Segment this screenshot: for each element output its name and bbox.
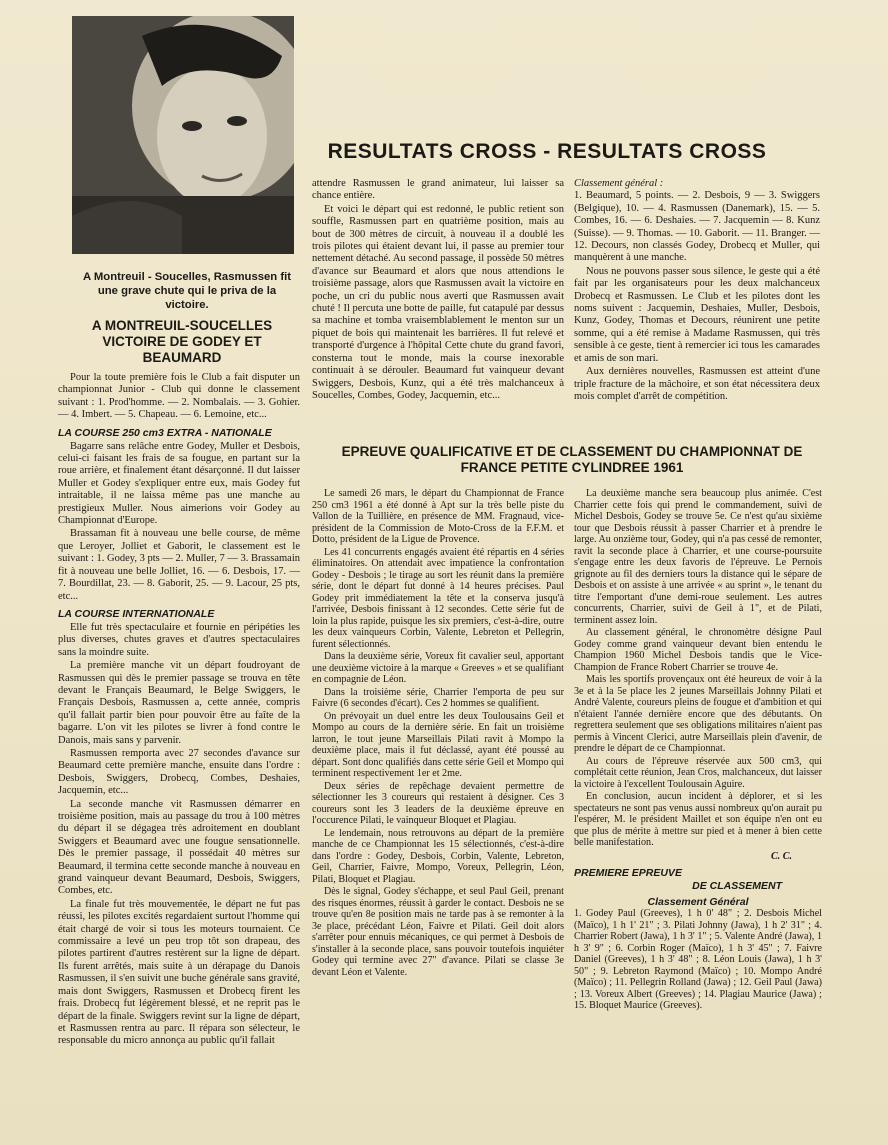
classement-general-label: Classement Général <box>647 895 749 908</box>
results-subheading-2: DE CLASSEMENT <box>692 880 782 892</box>
middle-paragraph: Les 41 concurrents engagés avaient été répartis en 4 séries éliminatoires. On attendait avec impatience la confrontation Godey - Desbois ; le tirage au sort les réunit dans la première série, dont le départ fut donné à 14 heures précises. Paul Godey prit immédiatement la tête et la conserva jusqu'à l'arrivée, Desbois finissant à 12 secondes. Cette série fut de loin la plus rapide, puisque les six premiers, c'est-à-dire, outre les deux vainqueurs Corbin, Valente, Lebreton et Pellegrin, furent sélectionnés. <box>312 546 564 650</box>
results-list: 1. Godey Paul (Greeves), 1 h 0' 48" ; 2. Desbois Michel (Maïco), 1 h 1' 21" ; 3. Pilati Johnny (Jawa), 1 h 2' 31" ; 4. Charrier Robert (Jawa), 1 h 3' 1" ; 5. Valente André (Jawa), 1 h 3' 9" ; 6. Corbin Roger (Maïco), 1 h 3' 45" ; 7. Faivre Daniel (Greeves), 1 h 3' 48" ; 8. Léon Louis (Jawa), 1 h 3' 50" ; 9. Lebreton Raymond (Maïco) ; 10. Mompo André (Maïco) ; 11. Pellegrin Rolland (Jawa) ; 12. Geil Paul (Jawa) ; 13. Voreux Albert (Greeves) ; 14. Plagiau Maurice (Jawa) ; 15. Bloquet Maurice (Greeves). <box>574 908 822 1011</box>
championnat-heading: EPREUVE QUALIFICATIVE ET DE CLASSEMENT DU CHAMPIONNAT DE FRANCE PETITE CYLINDREE 1961 <box>341 444 803 475</box>
author-signature: C. C. <box>770 850 792 862</box>
left-subheading-internationale: LA COURSE INTERNATIONALE <box>58 607 215 620</box>
right-paragraph: 1. Beaumard, 5 points. — 2. Desbois, 9 — 3. Swiggers (Belgique), 10. — 4. Rasmussen (Danemark), 15. — 5. Combes, 16. — 6. Deshaies. — 7. Jacquemin — 8. Kunz (Suisse). — 9. Thomas. — 10. Gaborit. — 11. Branger. — 12. Decours, non classés Godey, Drobecq et Muller, qui manquèrent à une manche. <box>574 190 820 264</box>
left-paragraph: Brassaman fit à nouveau une belle course, de même que Leroyer, Jolliet et Gaborit, le classement est le suivant : 1. Godey, 3 pts — 2. Muller, 7 — 3. Brassamain fit à nouveau une belle Jolliet, 16. — 6. Desbois, 17. — 7. Bourdillat, 23. — 8. Gaborit, 25. — 9. Lacour, 25 pts, etc... <box>58 528 300 602</box>
middle-paragraph: On prévoyait un duel entre les deux Toulousains Geil et Mompo au cours de la dernière série. En fait un troisième larron, le tout jeune Marseillais Pilati ravit à Mompo la deuxième place, mais il fut déclassé, ayant été poussé au départ. Sont donc qualifiés dans cette série Geil et Mompo qui terminent respectivement 1er et 2me. <box>312 710 564 779</box>
left-intro: Pour la toute première fois le Club a fait disputer un championnat Junior - Club qui donne le classement suivant : 1. Prod'homme. — 2. Nombalais. — 3. Gohier. — 4. Imbert. — 5. Chapeau. — 6. Lemoine, etc... <box>58 372 300 421</box>
photo-caption: A Montreuil - Soucelles, Rasmussen fit une grave chute qui le priva de la victoire. <box>83 271 291 311</box>
classement-label: Classement général : <box>574 178 664 189</box>
middle-paragraph: Dans la troisième série, Charrier l'emporta de peu sur Faivre (6 secondes d'écart). Ces 2 hommes se qualifient. <box>312 686 564 709</box>
middle-top-column <box>312 178 564 403</box>
left-article-heading: A MONTREUIL-SOUCELLES VICTOIRE DE GODEY ET BEAUMARD <box>91 318 273 365</box>
left-column <box>58 372 300 1049</box>
right-bottom-column <box>574 488 822 1013</box>
middle-paragraph: Et voici le départ qui est redonné, le public retient son souffle, Rasmussen part en quatrième position, mais au bout de 300 mètres de circuit, à nouveau il a doublé les trois pilotes qui étaient devant lui, il passe au premier tour nettement détaché. Au second passage, il possède 50 mètres d'avance sur Beaumard et alors que nous attendions le troisième passage, alors que Rasmussen avait la victoire en poche, un cri du public nous averti que Rasmussen avait chuté ! Il percuta une botte de paille, fut catapulé par dessus sa machine et tomba vraisemblablement le menton sur un piquet de bois qui maintenait les barrières. Il fut relevé et transporté d'urgence à l'hôpital Cette chute du grand favori, consterna tout le monde, mais la course inexorable continuait à se dérouler. Beaumard fut vainqueur devant Swiggers, Desbois, Kunz, qui a été très malchanceux à Soucelles, Combes, Godey, Jacquemin, etc... <box>312 203 564 401</box>
left-subheading-250: LA COURSE 250 cm3 EXTRA - NATIONALE <box>58 426 272 439</box>
middle-paragraph: attendre Rasmussen le grand animateur, lui laisser sa chance entière. <box>312 178 564 202</box>
left-paragraph: Bagarre sans relâche entre Godey, Muller et Desbois, celui-ci faisant les frais de sa fougue, en partant sur la roue arrière, et finalement étant désarçonné. Il dut laisser Muller et Godey s'expliquer entre eux, mais Godey fut intraitable, il ne laissa même pas une manche au prestigieux Muller. Nous aimerions voir Godey au Championnat d'Europe. <box>58 440 300 527</box>
left-paragraph: Rasmussen remporta avec 27 secondes d'avance sur Beaumard cette première manche, ensuite dans l'ordre : Desbois, Swiggers, Drobecq, Combes, Deshaies, Jacquemin, etc... <box>58 747 300 797</box>
right-paragraph: Au cours de l'épreuve réservée aux 500 cm3, qui complétait cette réunion, Jean Cros, malchanceux, dut laisser la victoire à l'excellent Toulousain Aguire. <box>574 755 822 790</box>
results-subheading: PREMIERE EPREUVE <box>574 867 682 879</box>
portrait-icon <box>72 16 294 254</box>
left-paragraph: La seconde manche vit Rasmussen démarrer en troisième position, mais au passage du trou à 100 mètres du départ il se dégagea très adroitement en doublant Swiggers et Beaumard avec une fougue sensationnelle. Dès le premier passage, il possédait 40 mètres sur Beaumard, il termina cette seconde manche à nouveau en grand vainqueur devant Beaumard, Desbois, Swiggers, Combes, etc. <box>58 798 300 897</box>
middle-paragraph: Le samedi 26 mars, le départ du Championnat de France 250 cm3 1961 a été donné à Apt sur la très belle piste du Vallon de la Tuillière, en présence de MM. Fragnaud, vice-président de la Commission de Moto-Cross de la F.F.M. et Dotto, président de la Ligue de Provence. <box>312 488 564 545</box>
right-paragraph: Aux dernières nouvelles, Rasmussen est atteint d'une triple fracture de la mâchoire, et son état nécessitera deux mois complet d'arrêt de compétition. <box>574 366 820 402</box>
middle-bottom-column <box>312 488 564 979</box>
right-paragraph: Mais les sportifs provençaux ont été heureux de voir à la 3e et à la 5e place les 2 jeunes Marseillais Johnny Pilati et André Valente, coureurs pleins de fougue et d'ambition et qui n'étaient l'année dernière encore que des débutants. On regrettera seulement que ses obligations militaires n'aient pas permis à Vincent Clerici, autre Marseillais plein d'avenir, de prendre le départ de ce Championnat. <box>574 674 822 754</box>
middle-paragraph: Deux séries de repêchage devaient permettre de sélectionner les 3 coureurs qui restaient à désigner. Ces 3 coureurs sont les 3 leaders de la deuxième épreuve en l'occurence Pilati, le vainqueur Bloquet et Plagiau. <box>312 780 564 826</box>
right-paragraph: Nous ne pouvons passer sous silence, le geste qui a été fait par les organisateurs pour les deux malchanceux Drobecq et Rasmussen. Le Club et les pilotes dont les noms suivent : Jacquemin, Deshaies, Muller, Desbois, Kunz, Godey, Thomas et Decours, réunirent une petite somme, qui a été remise à Madame Rasmussen, qui très sensible à ce geste, tient à remercier ici tous les camarades et amis de son mari. <box>574 265 820 364</box>
middle-paragraph: Dans la deuxième série, Voreux fit cavalier seul, apportant une deuxième victoire à la marque « Greeves » et se qualifiant en compagnie de Léon. <box>312 651 564 685</box>
right-paragraph: Au classement général, le chronomètre désigne Paul Godey comme grand vainqueur devant bien entendu le Champion 1960 Michel Desbois tandis que le Vice-Champion de France Robert Charrier se trouve 4e. <box>574 627 822 673</box>
right-paragraph: En conclusion, aucun incident à déplorer, et si les spectateurs ne sont pas venus aussi nombreux qu'on aurait pu l'espérer, M. le président Maillet et son équipe n'en ont eu que plus de mérite à mettre sur pied et à mener à bien cette belle manifestation. <box>574 791 822 848</box>
right-top-column <box>574 178 820 404</box>
rider-photo <box>72 16 294 254</box>
right-paragraph: La deuxième manche sera beaucoup plus animée. C'est Charrier cette fois qui prend le commandement, suivi de Michel Desbois, Godey se trouve 5e. Ce n'est qu'au sixième tour que Desbois réussit à passer Charrier et à prendre le large. Au onzième tour, Godey, qui n'a pas cessé de remonter, ravit la seconde place à Charrier, et une course-poursuite s'engage entre les deux favoris de l'épreuve. Le Pernois grignote au fil des derniers tours la distance qui le sépare de Desbois et on assiste à une arrivée « au sprint », le tenant du titre l'emportant d'une demi-roue seulement. Les autres concurrents, Charrier, suivi de Geil à 1", et de Pilati, terminent assez loin. <box>574 488 822 626</box>
left-paragraph: Elle fut très spectaculaire et fournie en péripéties les plus diverses, chutes graves et d'autres spectaculaires sans la moindre suite. <box>58 621 300 658</box>
left-paragraph: La première manche vit un départ foudroyant de Rasmussen qui dès le premier passage se trouva en tête devant le Français Beaumard, le Belge Swiggers, le Français Desbois, Rasmussen a, cette année, compris qu'il fallait partir bien pour pouvoir être au faîte de la bagarre. L'on vit les pilotes se livrer à fond contre le Danois, mais sans y parvenir. <box>58 660 300 746</box>
middle-paragraph: Dès le signal, Godey s'échappe, et seul Paul Geil, prenant des risques énormes, réussit à garder le contact. Desbois ne se trouve qu'en 8e position mais ne tarde pas à se remonter à la 3e place, précédant Léon, Faivre et Pilati. Geil doit alors s'arrêter pour ennuis mécaniques, ce qui permet à Desbois de s'installer à la seconde place, sans pouvoir toutefois inquiéter Godey qui termine avec 27" d'avance. Pilati se classe 3e devant Léon et Valente. <box>312 886 564 978</box>
middle-paragraph: Le lendemain, nous retrouvons au départ de la première manche de ce Championnat les 15 sélectionnés, c'est-à-dire dans l'ordre : Godey, Desbois, Corbin, Valente, Lebreton, Geil, Charrier, Faivre, Mompo, Voreux, Pellegrin, Léon, Pilati, Bloquet et Plagiau. <box>312 827 564 885</box>
page-title: RESULTATS CROSS - RESULTATS CROSS <box>327 140 767 163</box>
left-paragraph: La finale fut très mouvementée, le départ ne fut pas réussi, les pilotes excités regardaient surtout l'homme qui était chargé de voir si tous les moteurs tournaient. Ce commissaire a levé un peu trop tôt son drapeau, des pilotes partirent d'autres restèrent sur la ligne de départ. Ils furent arrêtés, mais suite à un dérapage du Danois Rasmussen, il s'en suivit une buche générale sans gravité, mais dont Swiggers, Rasmussen et Drobecq firent les frais. Drobecq fut légèrement blessé, et ne reprit pas le départ de la finale. Swiggers revint sur la ligne de départ, et Rasmussen rentra au parc. Il répara son sélecteur, le responsable du micro annonça au public qu'il fallait <box>58 898 300 1047</box>
